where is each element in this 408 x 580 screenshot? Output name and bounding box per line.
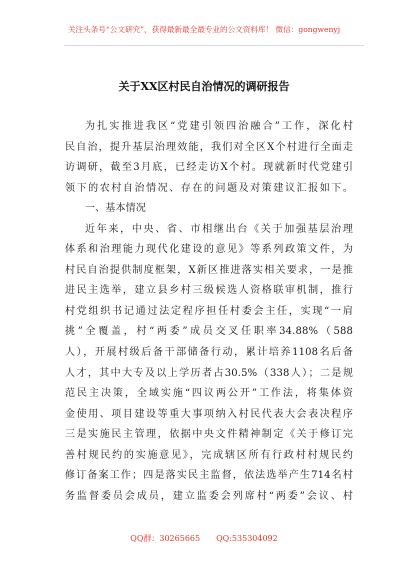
- paragraph-line: 村民自治提供制度框架，X新区推进落实相关要求，一是推: [65, 264, 353, 276]
- paragraph-line: 进民主选举，建立县乡村三级候选人资格联审机制，推行: [65, 285, 353, 297]
- paragraph-line: 务监督委员会成员，建立监委会列席村“两委”会议、村: [65, 490, 353, 502]
- paragraph-line: 三是实施民主管理，依据中央文件精神制定《关于修订完: [65, 429, 353, 441]
- paragraph-line: 人才，其中大专及以上学历者占30.5%（338人）；二是规: [65, 367, 353, 379]
- document-body: [65, 117, 353, 507]
- paragraph-line: 范民主决策，全域实施“四议两公开”工作法，将集体资: [65, 388, 353, 400]
- paragraph-line: 村党组织书记通过法定程序担任村委会主任，实现“一肩: [65, 305, 353, 317]
- document-title: 关于XX区村民自治情况的调研报告: [118, 80, 290, 93]
- paragraph-line: 金使用、项目建设等重大事项纳入村民代表大会表决程序: [65, 408, 353, 420]
- paragraph-line: 为扎实推进我区“党建引领四治融合”工作，深化村: [85, 121, 353, 132]
- footer-contact: [0, 533, 408, 545]
- paragraph-line: 挑”全覆盖，村“两委”成员交叉任职率34.88%（588: [65, 326, 353, 338]
- footer-qq-number: QQ:535304092: [216, 534, 278, 543]
- paragraph-line: 修订备案工作；四是落实民主监督，依法选举产生714名村: [65, 470, 353, 482]
- paragraph-line: 访调研，截至3月底，已经走访X个村。现就新时代党建引: [65, 162, 353, 174]
- header-divider: [64, 45, 364, 46]
- paragraph-line: 善村规民约的实施意见》，完成辖区所有行政村村规民约: [65, 449, 353, 461]
- paragraph-line: 人），开展村级后备干部储备行动，累计培养1108名后备: [65, 347, 353, 359]
- footer-qq-group: QQ群：30265665: [130, 534, 201, 543]
- paragraph-line: 民自治，提升基层治理效能，我们对全区X个村进行全面走: [65, 141, 353, 153]
- paragraph-line: 体系和治理能力现代化建设的意见》等系列政策文件，为: [65, 244, 353, 256]
- header-promo-note: 关注头条号“公文研究”，获得最新最全最专业的公文资料库！ 微信：gongwenyj: [67, 25, 341, 34]
- section-heading: 一、基本情况: [85, 203, 146, 215]
- paragraph-line: 近年来，中央、省、市相继出台《关于加强基层治理: [85, 223, 353, 235]
- paragraph-line: 领下的农村自治情况、存在的问题及对策建议汇报如下。: [65, 182, 353, 194]
